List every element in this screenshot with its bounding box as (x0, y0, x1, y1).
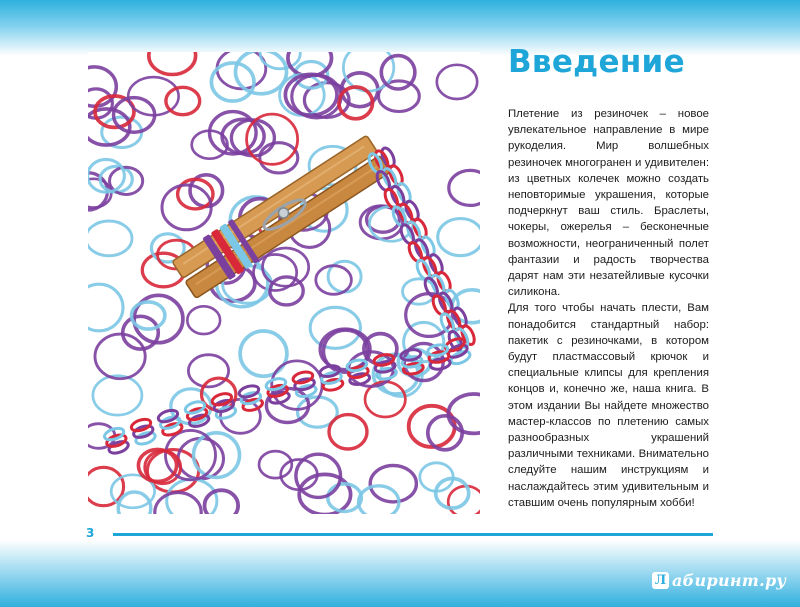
rubber-band-ring (359, 486, 399, 514)
rubber-band-ring (205, 490, 239, 514)
loom-bands-illustration (88, 52, 480, 514)
footer-rule (113, 533, 713, 536)
braid-segment (103, 426, 130, 455)
rubber-band-ring (149, 52, 196, 75)
rubber-band-ring (339, 87, 373, 119)
rubber-band-ring (316, 266, 352, 295)
intro-paragraph-1: Плетение из резиночек – новое увлекательное направление в мире рукоделия. Мир волшебных резиночек многогранен и удивителен: из цветных колечек можно создать неповторимые украшения, которые подчеркнут ваш стиль. Браслеты, чокеры, ожерелья – бесконечные возможности, неограниченный полет фантазии и радость творчества дарят нам эти незатейливые кусочки силикона. (508, 108, 709, 299)
braid-loop (130, 417, 152, 433)
rubber-band-ring (88, 284, 123, 331)
labirint-watermark (652, 571, 786, 590)
rubber-band-ring (263, 248, 309, 286)
labirint-logo-icon: Л (652, 572, 669, 589)
braid-segment (407, 235, 437, 263)
braid-segment (157, 408, 183, 437)
braid-loop (319, 364, 341, 378)
rubber-band-ring (437, 65, 477, 99)
rubber-band-ring (448, 394, 480, 433)
rubber-band-ring (260, 143, 298, 173)
rubber-band-ring (438, 219, 480, 256)
rubber-band-ring (155, 493, 201, 515)
page-heading: Введение (508, 44, 685, 80)
page-number: 3 (86, 526, 95, 540)
rubber-band-ring (370, 466, 416, 502)
rubber-band-ring (88, 467, 124, 505)
intro-paragraph-2: Для того чтобы начать плести, Вам понадобится стандартный набор: пакетик с резиночками, в котором будут пластмассовый крючок и специальные клипсы для крепления концов и, конечно же, наша книга. В этом издании Вы найдете множество мастер-классов по плетению самых разнообразных украшений различными техниками. Внимательно следуйте нашим инструкциям и наслаждайтесь этим удивительным и ставшим очень популярным хобби! (508, 302, 709, 509)
rubber-band-ring (187, 306, 220, 334)
rubber-band-ring (93, 376, 142, 415)
rubber-band-ring (449, 170, 480, 205)
braid-loop (238, 384, 260, 399)
braid-segment (130, 417, 157, 446)
rubber-band-ring (88, 221, 132, 256)
rubber-band-ring (240, 331, 287, 376)
rubber-band-ring (95, 334, 145, 379)
loom-bands-photo (88, 52, 480, 514)
rubber-band-ring (211, 63, 254, 101)
rubber-band-ring (166, 87, 200, 114)
braid-loop (184, 400, 206, 416)
rubber-band-ring (381, 56, 415, 89)
braid-loop (157, 408, 179, 424)
rubber-band-ring (329, 415, 367, 449)
intro-text (508, 106, 709, 511)
rubber-band-ring (222, 119, 264, 153)
rubber-band-ring (310, 307, 360, 348)
labirint-logo-text: абиринт.ру (672, 571, 787, 590)
braid-loop (292, 370, 314, 384)
braid-segment (238, 384, 264, 413)
